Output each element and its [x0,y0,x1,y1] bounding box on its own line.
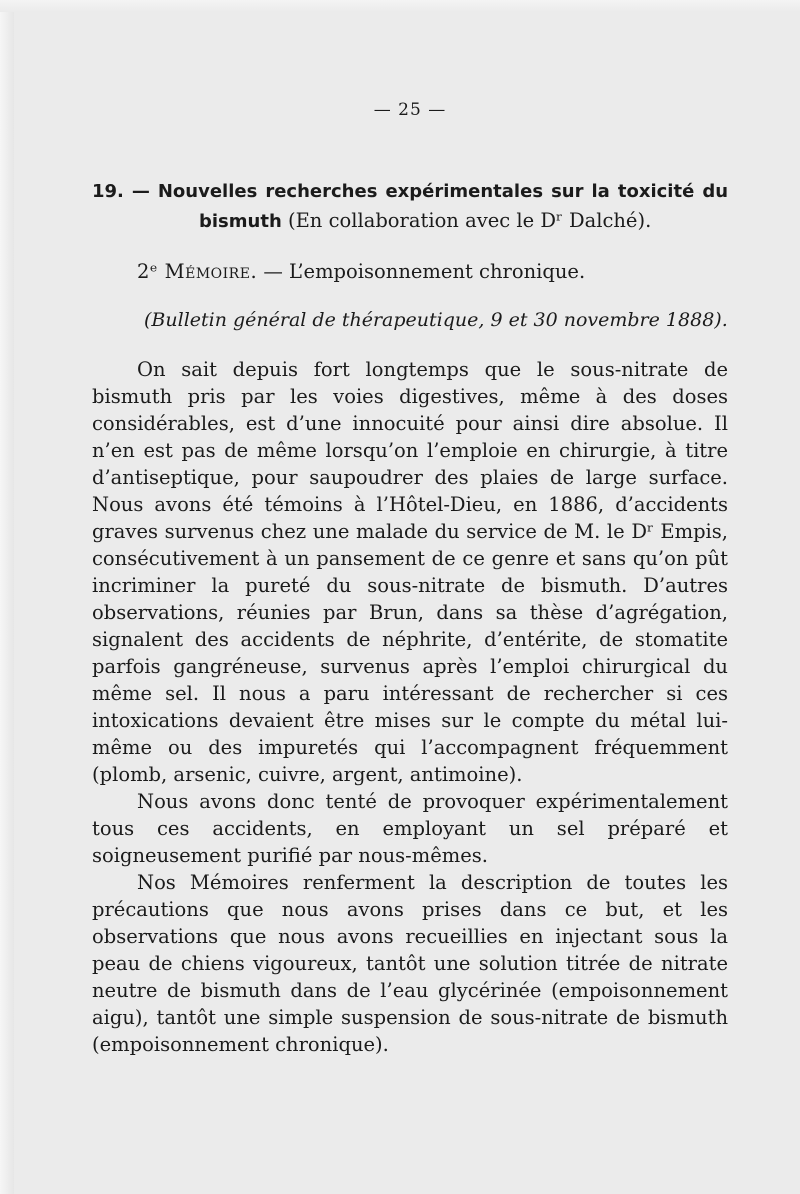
scan-margin-top [0,0,800,12]
scan-margin-left [0,0,14,1194]
entry-title: Nouvelles recherches expérimentales sur la toxicité du bismuth [157,181,729,232]
memoir-label: 2ᵉ Mémoire. [137,260,258,283]
body-text [92,356,728,1058]
paragraph: Nous avons donc tenté de provoquer expérimentalement tous ces accidents, en employant un sel préparé et soigneusement purifié par nous-mêmes. [92,790,728,867]
entry-heading [92,176,728,236]
entry-dash: — [131,181,150,202]
memoir-text: — L’empoisonnement chronique. [263,260,586,283]
page-number: — 25 — [373,100,447,120]
bulletin-reference: (Bulletin général de thérapeutique, 9 et 30 novembre 1888). [144,309,728,331]
paragraph: On sait depuis fort longtemps que le sous-nitrate de bismuth pris par les voies digestives, même à des doses considérables, est d’une innocuité pour ainsi dire absolue. Il n’en est pas de même lorsqu’on l’emploie en chirurgie, à titre d’antiseptique, pour saupoudrer des plaies de large surface. Nous avons été témoins à l’Hôtel-Dieu, en 1886, d’accidents graves survenus chez une malade du service de M. le Dʳ Empis, consécutivement à un pansement de ce genre et sans qu’on pût incriminer la pureté du sous-nitrate de bismuth. D’autres observations, réunies par Brun, dans sa thèse d’agrégation, signalent des accidents de néphrite, d’entérite, de stomatite parfois gangréneuse, survenus après l’emploi chirurgical du même sel. Il nous a paru intéressant de rechercher si ces intoxications devaient être mises sur le compte du métal lui-même ou des impuretés qui l’accompagnent fréquemment (plomb, arsenic, cuivre, argent, antimoine). [92,358,728,786]
entry-collaboration: (En collaboration avec le Dʳ Dalché). [287,209,652,232]
document-page [92,100,728,1058]
paragraph: Nos Mémoires renferment la description de toutes les précautions que nous avons prises dans ce but, et les observations que nous avons recueillies en injectant sous la peau de chiens vigoureux, tantôt une solution titrée de nitrate neutre de bismuth dans de l’eau glycérinée (empoisonnement aigu), tantôt une simple suspension de sous-nitrate de bismuth (empoisonnement chronique). [92,871,728,1056]
memoir-line [137,258,728,286]
entry-number: 19. [92,181,124,202]
